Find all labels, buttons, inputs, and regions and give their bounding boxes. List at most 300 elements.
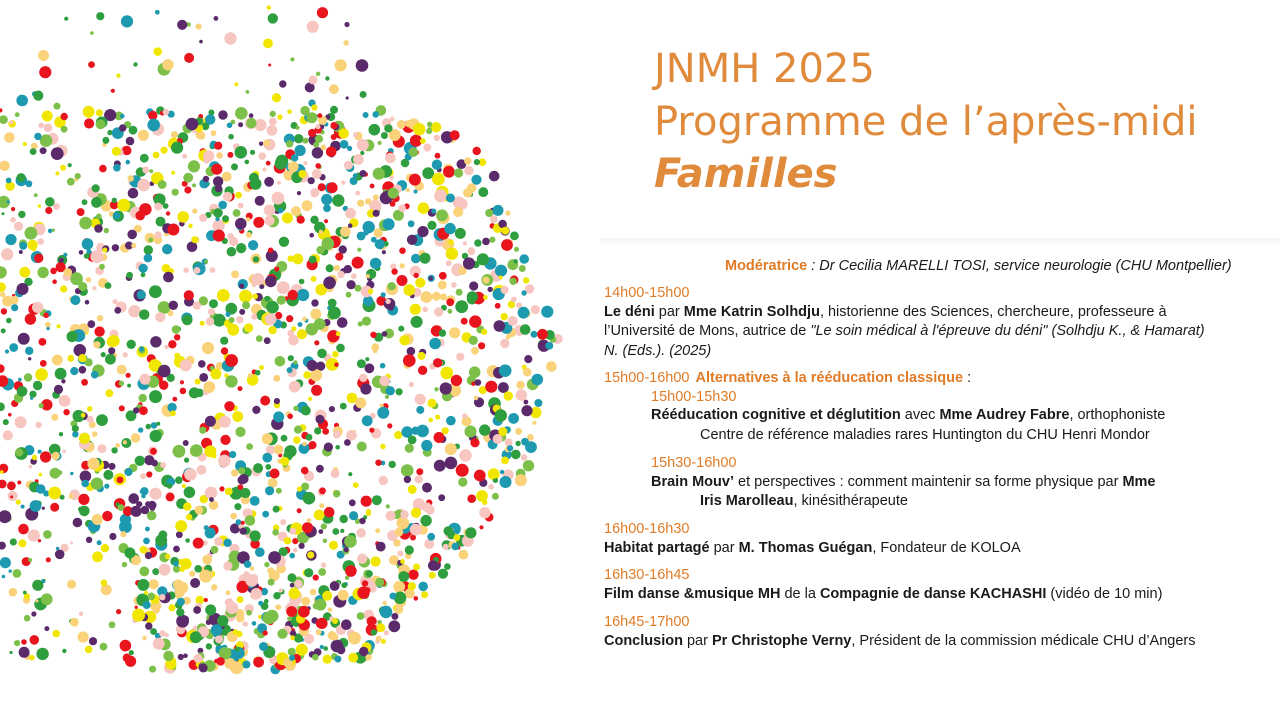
dot xyxy=(19,250,23,254)
dot xyxy=(294,134,303,143)
dot xyxy=(123,440,127,444)
dot xyxy=(234,503,241,510)
dot xyxy=(193,301,201,309)
dot xyxy=(501,457,509,465)
dot xyxy=(87,416,94,423)
session-line xyxy=(604,322,1205,341)
dot xyxy=(79,433,90,444)
dot xyxy=(356,59,369,72)
dot xyxy=(246,232,252,238)
dot xyxy=(438,281,447,290)
dot xyxy=(19,267,30,278)
dot xyxy=(468,247,476,255)
dot xyxy=(511,450,521,460)
dot xyxy=(455,228,466,239)
session-title: Brain Mouv’ xyxy=(651,474,734,490)
dot xyxy=(16,95,28,107)
dot xyxy=(428,399,437,408)
dot xyxy=(51,414,58,421)
dot xyxy=(289,528,296,535)
dot xyxy=(165,633,169,637)
dot xyxy=(99,264,105,270)
dot xyxy=(59,395,71,407)
dot xyxy=(205,416,216,427)
dot xyxy=(60,165,66,171)
dot xyxy=(393,581,405,593)
dot xyxy=(297,329,307,339)
dot xyxy=(372,495,382,505)
dot xyxy=(339,128,349,138)
dot xyxy=(126,137,135,146)
dot xyxy=(294,426,302,434)
dot xyxy=(277,281,290,294)
dot xyxy=(61,379,65,383)
dot xyxy=(249,173,259,183)
dot xyxy=(345,565,357,577)
dot xyxy=(299,170,307,178)
dot xyxy=(334,656,341,663)
dot xyxy=(188,224,192,228)
dot xyxy=(428,127,432,131)
dot xyxy=(96,109,103,116)
dot xyxy=(328,607,333,612)
dot xyxy=(500,339,509,348)
divider xyxy=(600,238,1280,246)
dot xyxy=(9,343,18,352)
dot xyxy=(417,226,428,237)
dot xyxy=(58,470,63,475)
dot xyxy=(173,561,179,567)
dot xyxy=(21,505,25,509)
dot xyxy=(360,383,371,394)
dot xyxy=(92,514,103,525)
dot xyxy=(294,580,302,588)
dot xyxy=(0,470,4,474)
dot xyxy=(343,40,349,46)
dot xyxy=(244,561,251,568)
dot xyxy=(498,427,507,436)
dotted-head-illustration xyxy=(0,0,600,720)
dot xyxy=(17,173,26,182)
dot xyxy=(253,463,263,473)
dot xyxy=(459,550,469,560)
dot xyxy=(104,228,109,233)
dot xyxy=(263,139,270,146)
dot xyxy=(399,335,409,345)
speaker-role: , historienne des Sciences, chercheure, professeure à xyxy=(819,304,1167,320)
dot xyxy=(397,275,408,286)
dot xyxy=(426,505,435,514)
session-title: Alternatives à la rééducation classique xyxy=(695,370,964,386)
dot xyxy=(98,444,107,453)
dot xyxy=(379,476,388,485)
dot xyxy=(266,161,271,166)
dot xyxy=(366,511,372,517)
dot xyxy=(119,124,126,131)
dot xyxy=(316,465,324,473)
dot xyxy=(293,548,298,553)
dot xyxy=(387,282,395,290)
dot xyxy=(394,431,402,439)
dot xyxy=(520,324,531,335)
dot xyxy=(91,197,102,208)
dot xyxy=(185,538,190,543)
dot xyxy=(246,610,252,616)
speaker-role: , Président de la commission médicale CHU d’Angers xyxy=(851,633,1196,649)
dot xyxy=(375,239,385,249)
dot xyxy=(311,299,318,306)
dot xyxy=(15,112,20,117)
dot xyxy=(215,635,223,643)
dot xyxy=(209,497,214,502)
dot xyxy=(482,500,487,505)
dot xyxy=(45,207,52,214)
dot xyxy=(172,397,177,402)
dot xyxy=(311,190,318,197)
dot xyxy=(227,152,233,158)
dot xyxy=(97,315,103,321)
dot xyxy=(334,363,338,367)
dot xyxy=(100,643,108,651)
dot xyxy=(233,209,241,217)
dot xyxy=(287,109,292,114)
dot xyxy=(7,481,16,490)
dot xyxy=(113,164,121,172)
dot xyxy=(153,607,160,614)
dot xyxy=(398,204,406,212)
dot xyxy=(235,647,240,652)
dot xyxy=(373,168,385,180)
dot xyxy=(469,315,481,327)
dot xyxy=(375,460,381,466)
dot xyxy=(532,421,536,425)
dot xyxy=(341,181,345,185)
dot xyxy=(139,567,149,577)
session-time: 16h30-16h45 xyxy=(604,567,690,583)
dot xyxy=(173,579,184,590)
dot xyxy=(489,469,499,479)
dot xyxy=(265,276,277,288)
dot xyxy=(357,200,364,207)
dot xyxy=(273,375,280,382)
dot xyxy=(326,147,337,158)
dot xyxy=(177,598,185,606)
reference: "Le soin médical à l'épreuve du déni" (Solhdju K., & Hamarat) xyxy=(810,323,1205,339)
dot xyxy=(337,271,345,279)
dot xyxy=(67,580,76,589)
dot xyxy=(277,629,287,639)
dot xyxy=(163,651,173,661)
dot xyxy=(30,500,42,512)
dot xyxy=(60,113,67,120)
dot xyxy=(471,175,481,185)
dot xyxy=(479,507,490,518)
session-title: Le déni xyxy=(604,304,655,320)
dot xyxy=(381,292,386,297)
dot xyxy=(440,294,447,301)
dot xyxy=(288,256,294,262)
dot xyxy=(112,147,121,156)
dot xyxy=(322,591,332,601)
dot xyxy=(184,186,191,193)
dot xyxy=(360,91,367,98)
dot xyxy=(268,326,276,334)
dot xyxy=(359,374,367,382)
dot xyxy=(299,279,305,285)
dot xyxy=(165,554,170,559)
dot xyxy=(224,32,236,44)
dot xyxy=(203,157,210,164)
dot xyxy=(182,484,186,488)
dot xyxy=(399,247,406,254)
dot xyxy=(246,90,250,94)
dot xyxy=(199,570,212,583)
dot xyxy=(413,123,425,135)
dot xyxy=(28,529,40,541)
dot xyxy=(46,557,51,562)
dot xyxy=(298,606,310,618)
dot xyxy=(34,193,38,197)
dot xyxy=(171,302,176,307)
dot xyxy=(301,467,309,475)
dot xyxy=(211,546,219,554)
dot xyxy=(249,113,254,118)
title-year: JNMH 2025 xyxy=(654,46,875,92)
dot xyxy=(139,374,150,385)
dot xyxy=(432,160,442,170)
dot xyxy=(255,547,265,557)
dot xyxy=(10,538,17,545)
dot xyxy=(238,203,244,209)
dot xyxy=(175,476,183,484)
dot xyxy=(456,289,463,296)
dot xyxy=(236,316,243,323)
dot xyxy=(302,522,313,533)
session-title: Rééducation cognitive et déglutition xyxy=(651,407,901,423)
dot xyxy=(467,291,478,302)
dot xyxy=(168,340,176,348)
dot xyxy=(344,161,353,170)
dot xyxy=(316,618,326,628)
dot xyxy=(97,540,102,545)
dot xyxy=(390,117,395,122)
dot xyxy=(219,416,231,428)
dot xyxy=(220,337,228,345)
dot xyxy=(471,347,479,355)
dot xyxy=(84,253,90,259)
dot xyxy=(384,630,389,635)
dot xyxy=(360,170,367,177)
text: par xyxy=(654,304,684,320)
dot xyxy=(250,530,261,541)
dot xyxy=(151,422,158,429)
dot xyxy=(111,447,117,453)
dot xyxy=(353,173,358,178)
dot xyxy=(264,599,269,604)
dot xyxy=(353,132,358,137)
dot xyxy=(369,580,374,585)
dot xyxy=(296,644,308,656)
speaker-role: , orthophoniste xyxy=(1069,407,1166,423)
dot xyxy=(310,309,321,320)
dot xyxy=(60,285,67,292)
dot xyxy=(36,422,42,428)
dot xyxy=(297,216,305,224)
dot xyxy=(521,405,532,416)
dot xyxy=(440,382,452,394)
dot xyxy=(370,184,375,189)
dot xyxy=(264,296,270,302)
dot xyxy=(378,141,382,145)
dot xyxy=(30,148,37,155)
dot xyxy=(7,200,10,203)
dot xyxy=(316,374,321,379)
dot xyxy=(101,352,106,357)
dot xyxy=(359,518,365,524)
dot xyxy=(172,325,181,334)
dot xyxy=(266,301,279,314)
dot xyxy=(192,208,197,213)
dot xyxy=(52,279,57,284)
dot xyxy=(42,111,53,122)
dot xyxy=(469,281,478,290)
dot xyxy=(96,119,106,129)
dot xyxy=(103,470,113,480)
dot xyxy=(495,409,507,421)
dot xyxy=(324,219,328,223)
dot xyxy=(441,367,454,380)
dot xyxy=(514,247,519,252)
dot xyxy=(92,551,103,562)
dot xyxy=(256,335,263,342)
dot xyxy=(332,634,339,641)
dot xyxy=(308,129,316,137)
dot xyxy=(178,654,184,660)
dot xyxy=(268,551,281,564)
dot xyxy=(365,363,375,373)
dot xyxy=(40,451,51,462)
dot xyxy=(142,166,149,173)
dot xyxy=(41,593,53,605)
dot xyxy=(388,620,400,632)
dot xyxy=(344,547,349,552)
dot xyxy=(94,326,104,336)
dot xyxy=(405,545,414,554)
dot xyxy=(458,478,467,487)
dot xyxy=(237,596,244,603)
dot xyxy=(248,373,253,378)
dot xyxy=(235,192,242,199)
dot xyxy=(23,591,27,595)
dot xyxy=(448,309,453,314)
dot xyxy=(62,450,65,453)
dot xyxy=(267,567,274,574)
dot xyxy=(464,166,473,175)
dot xyxy=(264,204,276,216)
dot xyxy=(482,238,490,246)
dot xyxy=(323,277,336,290)
dot xyxy=(83,106,95,118)
dot xyxy=(31,611,36,616)
dot xyxy=(303,161,307,165)
dot xyxy=(492,493,499,500)
dot xyxy=(218,110,227,119)
dot xyxy=(129,126,138,135)
dot xyxy=(99,165,107,173)
dot xyxy=(286,315,293,322)
dot xyxy=(369,428,374,433)
dot xyxy=(268,13,278,23)
dot xyxy=(385,299,390,304)
dot xyxy=(307,21,319,33)
dot xyxy=(363,296,373,306)
dot xyxy=(222,172,232,182)
dot xyxy=(0,510,11,523)
dot xyxy=(356,528,366,538)
dot xyxy=(323,204,331,212)
dot xyxy=(3,419,9,425)
speaker-name: Iris Marolleau xyxy=(700,493,794,509)
dot xyxy=(302,442,307,447)
dot xyxy=(474,396,479,401)
dot xyxy=(516,389,527,400)
dot xyxy=(226,602,238,614)
dot xyxy=(445,457,458,470)
dot xyxy=(202,342,214,354)
dot xyxy=(415,394,426,405)
dot xyxy=(365,357,369,361)
dot xyxy=(397,517,410,530)
dot xyxy=(175,520,187,532)
dot xyxy=(321,523,327,529)
dot xyxy=(346,292,352,298)
dot xyxy=(125,656,136,667)
dot xyxy=(123,352,128,357)
dot xyxy=(483,277,490,284)
dot xyxy=(252,273,264,285)
dot xyxy=(252,621,257,626)
dot xyxy=(411,508,421,518)
dot xyxy=(362,317,371,326)
dot xyxy=(396,388,403,395)
dot xyxy=(290,635,295,640)
dot xyxy=(54,385,63,394)
dot xyxy=(127,384,131,388)
dot xyxy=(344,535,357,548)
dot xyxy=(416,468,423,475)
dot xyxy=(413,564,420,571)
dot xyxy=(151,460,158,467)
dot xyxy=(78,354,86,362)
dot xyxy=(149,579,159,589)
dot xyxy=(32,302,43,313)
dot xyxy=(109,621,116,628)
dot xyxy=(38,50,49,61)
dot xyxy=(427,221,436,230)
dot xyxy=(418,202,430,214)
dot xyxy=(475,379,482,386)
dot xyxy=(227,123,233,129)
dot xyxy=(155,312,165,322)
dot xyxy=(501,227,509,235)
dot xyxy=(96,12,104,20)
dot xyxy=(212,453,217,458)
dot xyxy=(353,154,364,165)
dot xyxy=(111,89,115,93)
dot xyxy=(373,194,379,200)
dot xyxy=(52,229,55,232)
dot xyxy=(160,462,166,468)
